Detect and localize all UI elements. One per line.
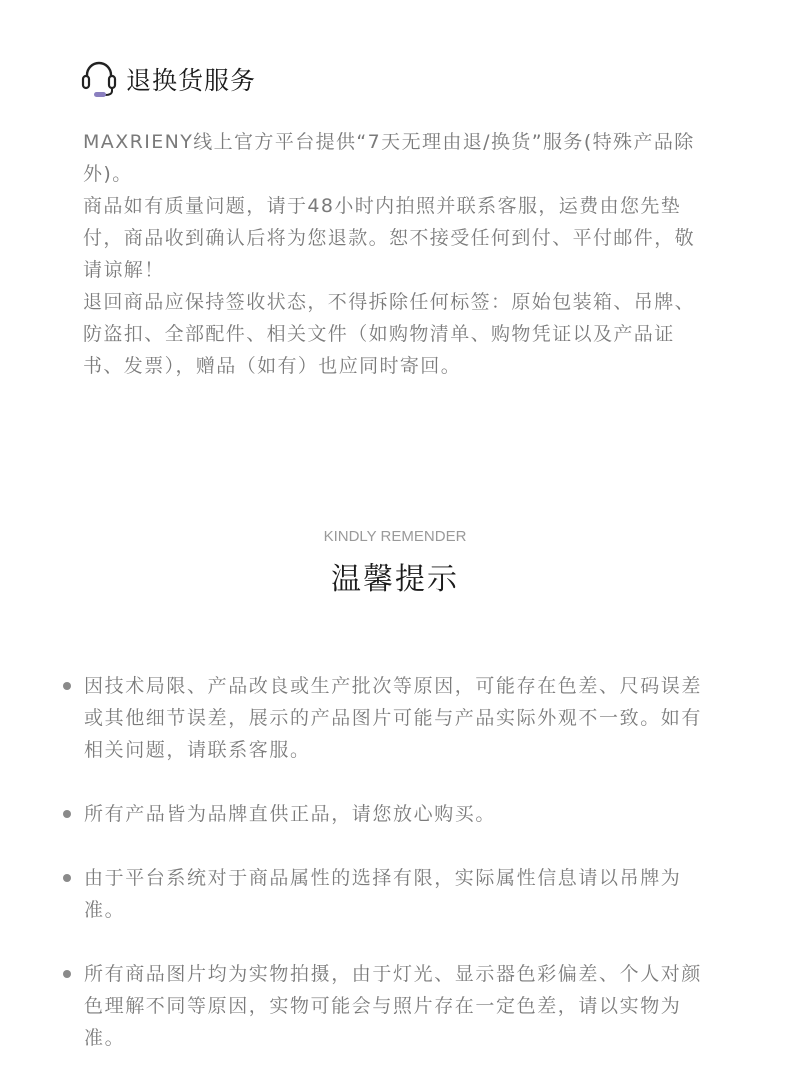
service-header: [80, 58, 256, 100]
note-text: 所有商品图片均为实物拍摄，由于灯光、显示器色彩偏差、个人对颜色理解不同等原因，实物可能会与照片存在一定色差，请以实物为准。: [84, 963, 703, 1049]
note-text: 因技术局限、产品改良或生产批次等原因，可能存在色差、尺码误差或其他细节误差，展示的产品图片可能与产品实际外观不一致。如有相关问题，请联系客服。: [84, 675, 703, 761]
reminder-notes-list: [60, 670, 720, 1086]
headset-icon: [80, 58, 118, 100]
note-text: 所有产品皆为品牌直供正品，请您放心购买。: [84, 803, 497, 825]
reminder-title: 温馨提示: [331, 562, 459, 597]
list-item: [60, 670, 720, 766]
note-text: 由于平台系统对于商品属性的选择有限，实际属性信息请以吊牌为准。: [84, 867, 682, 921]
bullet-icon: [63, 810, 71, 818]
service-title: 退换货服务: [126, 66, 257, 95]
service-paragraph: 商品如有质量问题，请于48小时内拍照并联系客服，运费由您先垫付，商品收到确认后将为您退款。恕不接受任何到付、平付邮件，敬请谅解！: [83, 195, 696, 281]
list-item: [60, 798, 720, 830]
list-item: [60, 862, 720, 926]
bullet-icon: [63, 970, 71, 978]
service-paragraph: MAXRIENY线上官方平台提供“7天无理由退/换货”服务(特殊产品除外)。: [83, 131, 695, 185]
reminder-title-en: KINDLY REMENDER: [323, 528, 467, 545]
bullet-icon: [63, 682, 71, 690]
service-policy-text: [83, 126, 713, 382]
bullet-icon: [63, 874, 71, 882]
list-item: [60, 958, 720, 1054]
service-paragraph: 退回商品应保持签收状态，不得拆除任何标签：原始包装箱、吊牌、防盗扣、全部配件、相关文件（如购物清单、购物凭证以及产品证书、发票），赠品（如有）也应同时寄回。: [83, 291, 696, 377]
